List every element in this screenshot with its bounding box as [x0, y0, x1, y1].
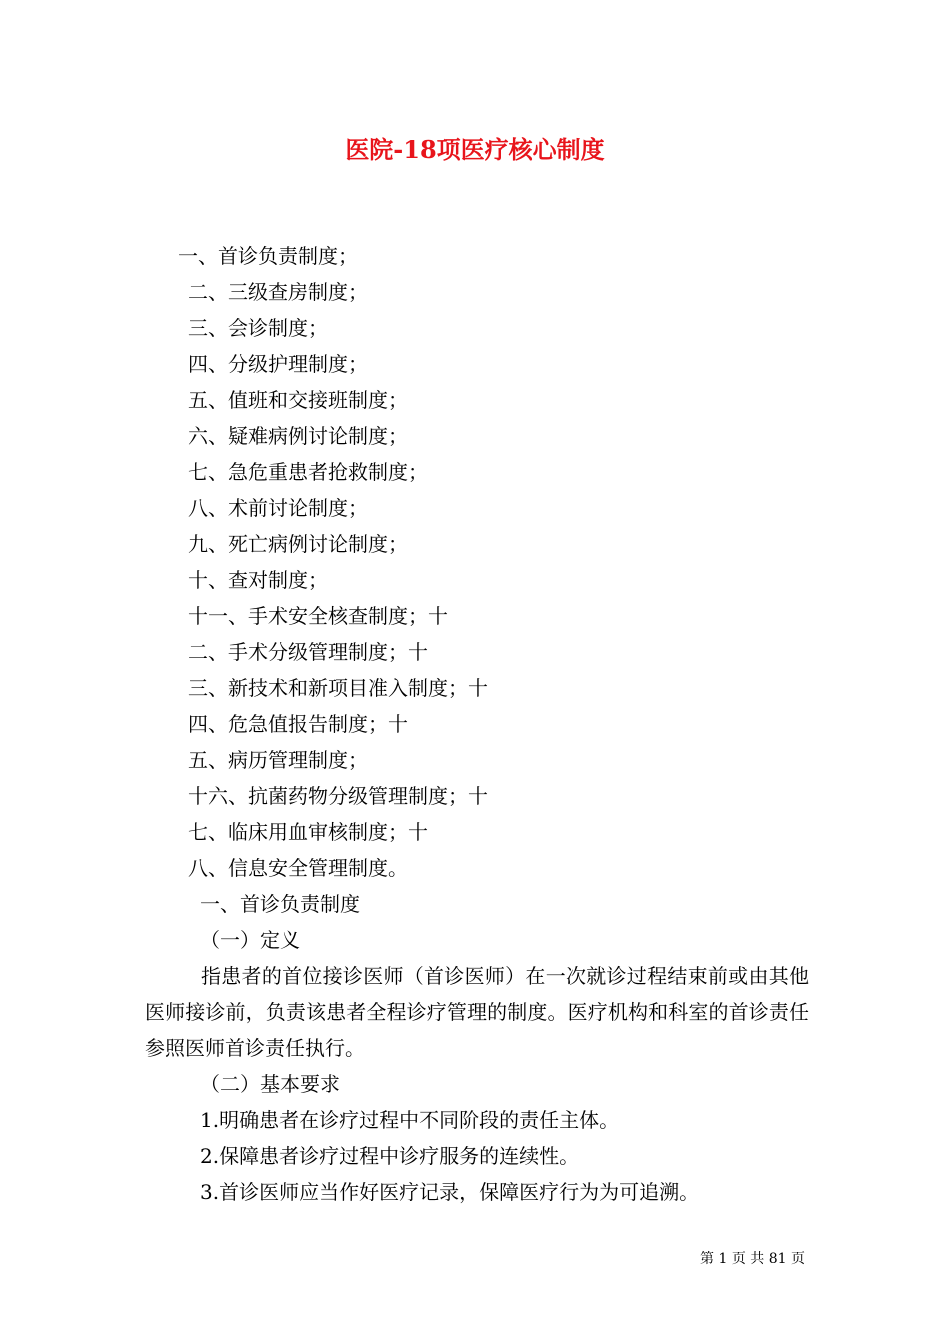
list-item: 八、术前讨论制度；: [188, 496, 368, 520]
list-item: 七、临床用血审核制度；十: [188, 820, 428, 844]
list-item: 二、手术分级管理制度；十: [188, 640, 428, 664]
list-item: 八、信息安全管理制度。: [188, 856, 408, 880]
list-item: 五、病历管理制度；: [188, 748, 368, 772]
list-item: 十一、手术安全核查制度；十: [188, 604, 448, 628]
list-item: 十、查对制度；: [188, 568, 328, 592]
list-item: 三、新技术和新项目准入制度；十: [188, 676, 488, 700]
page-number: 第 1 页 共 81 页: [700, 1251, 805, 1267]
list-item: 1.明确患者在诊疗过程中不同阶段的责任主体。: [200, 1108, 620, 1132]
definition-heading: （一）定义: [200, 928, 300, 952]
list-item: 一、首诊负责制度；: [178, 244, 358, 268]
list-item: 三、会诊制度；: [188, 316, 328, 340]
definition-paragraph: 指患者的首位接诊医师（首诊医师）在一次就诊过程结束前或由其他医师接诊前，负责该患者全程诊疗管理的制度。医疗机构和科室的首诊责任参照医师首诊责任执行。: [145, 964, 809, 1060]
list-item: 四、分级护理制度；: [188, 352, 368, 376]
list-item: 九、死亡病例讨论制度；: [188, 532, 408, 556]
section-heading: 一、首诊负责制度: [200, 892, 360, 916]
list-item: 二、三级查房制度；: [188, 280, 368, 304]
list-item: 四、危急值报告制度；十: [188, 712, 408, 736]
core-system-list: [178, 238, 488, 886]
list-item: 五、值班和交接班制度；: [188, 388, 408, 412]
list-item: 十六、抗菌药物分级管理制度；十: [188, 784, 488, 808]
document-title: 医院-18项医疗核心制度: [345, 135, 605, 164]
list-item: 3.首诊医师应当作好医疗记录，保障医疗行为为可追溯。: [200, 1180, 700, 1204]
list-item: 六、疑难病例讨论制度；: [188, 424, 408, 448]
list-item: 七、急危重患者抢救制度；: [188, 460, 428, 484]
requirements-heading: （二）基本要求: [200, 1072, 340, 1096]
list-item: 2.保障患者诊疗过程中诊疗服务的连续性。: [200, 1144, 580, 1168]
requirements-list: [200, 1102, 699, 1210]
